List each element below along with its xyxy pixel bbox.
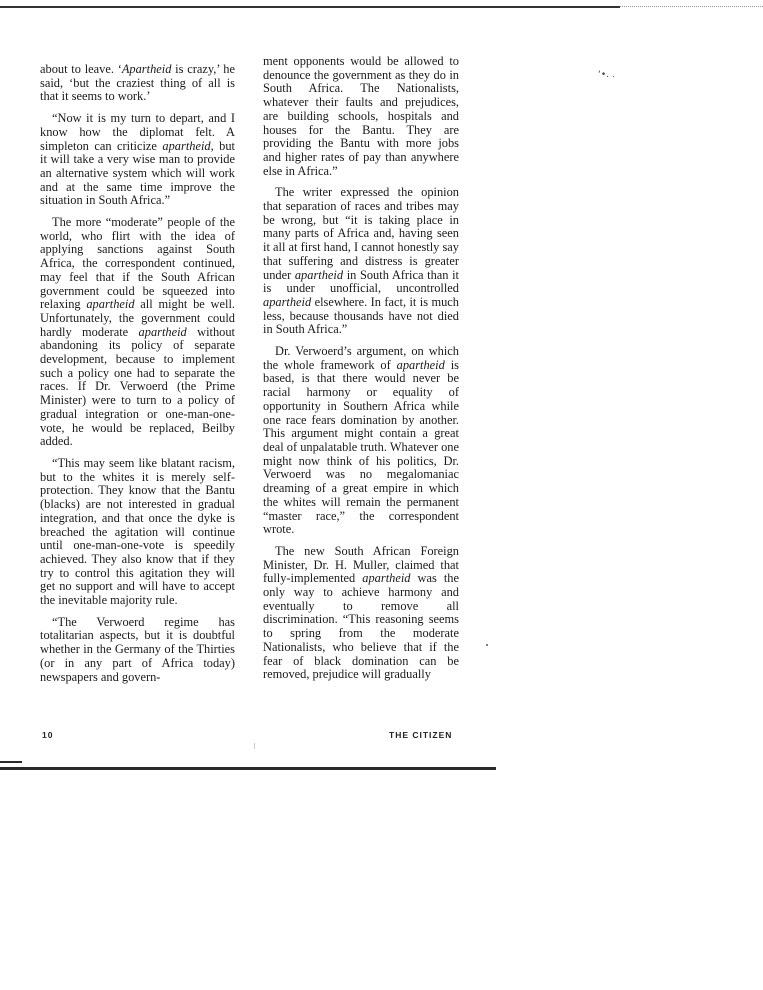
paragraph-text: “Now it is my turn to depart, and I know how the diplomat felt. A simpleton can criticize apartheid, but it will take a very wise man to provide an alternative system which will work and at the same time improve the situation in South Africa.” bbox=[40, 111, 236, 208]
bottom-rule bbox=[0, 767, 496, 770]
running-footer: THE CITIZEN bbox=[389, 730, 453, 740]
paragraph bbox=[40, 457, 235, 608]
paragraph-text: ment opponents would be allowed to denounce the government as they do in South Africa. The Nationalists, whatever their faults and prejudices, are building schools, hospitals and houses for the Bantu. They are providing the Bantu with more jobs and higher rates of pay than anywhere else in Africa.” bbox=[263, 54, 459, 178]
paragraph-text: “The Verwoerd regime has totalitarian aspects, but it is doubtful whether in the Germany of the Thirties (or in any part of Africa today) newspapers and govern- bbox=[40, 614, 235, 684]
top-rule bbox=[0, 6, 620, 8]
paragraph bbox=[263, 345, 459, 537]
page-number: 10 bbox=[42, 730, 54, 740]
stray-speck bbox=[254, 743, 255, 749]
left-column bbox=[40, 63, 235, 692]
paragraph bbox=[263, 545, 459, 682]
top-rule-faint-extension bbox=[620, 6, 763, 7]
paragraph-text: The new South African Foreign Minister, Dr. H. Muller, claimed that fully-implemented apartheid was the only way to achieve harmony and eventually to remove all discrimination. “This reasoning seems to spring from the moderate Nationalists, who believe that if the fear of black domination can be removed, prejudice will gradually bbox=[263, 543, 459, 682]
paragraph-text: about to leave. ‘Apartheid is crazy,’ he said, ‘but the craziest thing of all is that it seems to work.’ bbox=[40, 62, 235, 104]
bottom-rule-tick bbox=[0, 761, 22, 763]
paragraph-text: Dr. Verwoerd’s argument, on which the whole framework of apartheid is based, is that there would never be racial harmony or equality of opportunity in Southern Africa while one race fears domination by another. This argument might contain a great deal of unpalatable truth. Whatever one might now think of his politics, Dr. Verwoerd was no megalomaniac dreaming of a great empire in which the whites will remain the permanent “master race,” the correspondent wrote. bbox=[263, 344, 459, 537]
paragraph bbox=[40, 112, 235, 208]
paragraph bbox=[263, 186, 459, 337]
right-column bbox=[263, 55, 459, 690]
paragraph bbox=[40, 63, 235, 104]
stray-speck bbox=[486, 644, 488, 646]
paragraph-text: The writer expressed the opinion that separation of races and tribes may be wrong, but “it is taking place in many parts of Africa and, having seen it all at first hand, I cannot honestly say that suffering and distress is greater under apartheid in South Africa than it is under unofficial, uncontrolled apartheid elsewhere. In fact, it is much less, because thousands have not died in South Africa.” bbox=[263, 185, 459, 337]
stray-marks: ‘•. . bbox=[598, 70, 615, 80]
paragraph bbox=[40, 216, 235, 449]
paragraph-text: The more “moderate” people of the world, who flirt with the idea of applying sanctions against South Africa, the correspondent continued, may feel that if the South African government could be squeezed into relaxing apartheid all might be well. Unfortunately, the government could hardly moderate apartheid without abandoning its policy of separate development, because to implement such a policy one had to separate the races. If Dr. Verwoerd (the Prime Minister) were to turn to a policy of gradual integration or one-man-one-vote, he would be replaced, Beilby added. bbox=[40, 215, 235, 449]
paragraph bbox=[40, 616, 235, 685]
paragraph bbox=[263, 55, 459, 178]
paragraph-text: “This may seem like blatant racism, but to the whites it is merely self-protection. They know that the Bantu (blacks) are not interested in gradual integration, and that once the dyke is breached the agitation will continue until one-man-one-vote is speedily achieved. They also know that if they try to control this agitation they will get no support and will have to accept the inevitable majority rule. bbox=[40, 455, 235, 608]
